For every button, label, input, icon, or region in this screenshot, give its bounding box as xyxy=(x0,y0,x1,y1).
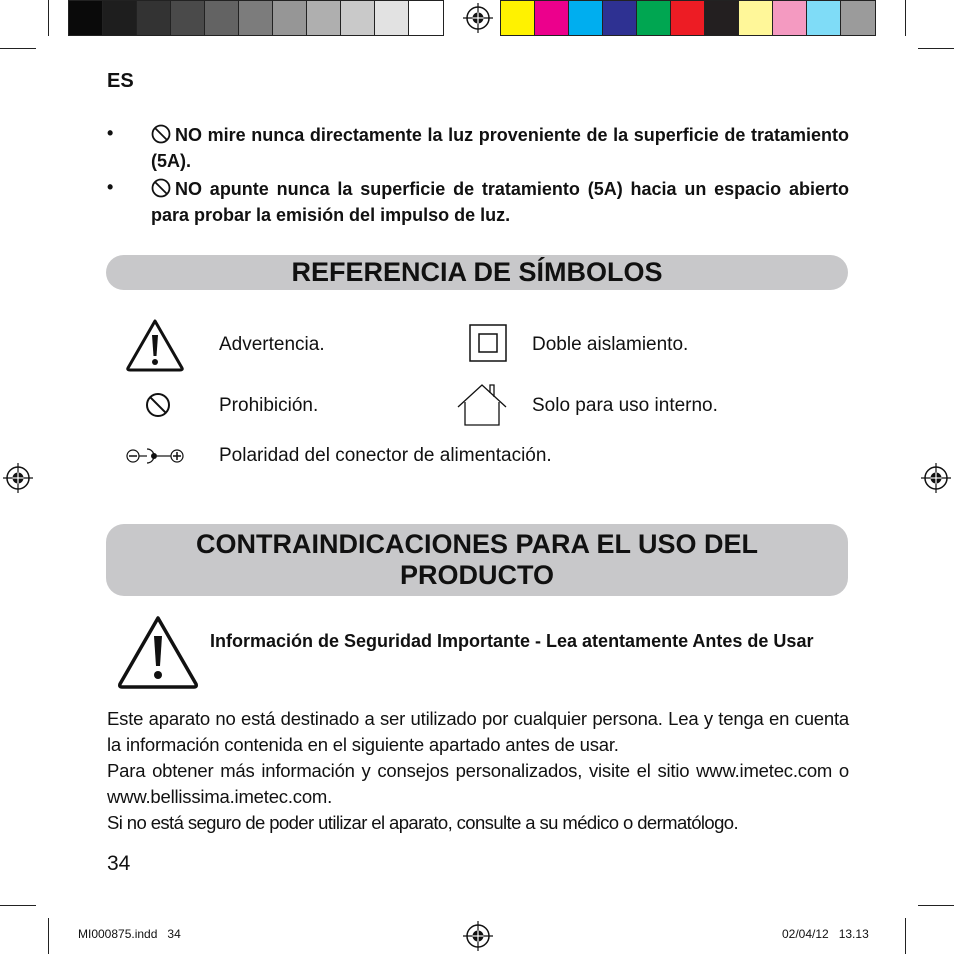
paragraph: Este aparato no está destinado a ser utilizado por cualquier persona. Lea y tenga en cuenta la información contenida en el siguiente apartado antes de usar. xyxy=(107,708,849,755)
crop-mark xyxy=(918,48,954,49)
registration-mark-icon xyxy=(3,463,33,493)
bullet-marker: • xyxy=(107,177,114,197)
section-title: REFERENCIA DE SÍMBOLOS xyxy=(291,257,663,287)
color-swatch xyxy=(637,1,671,35)
color-swatch xyxy=(103,1,137,35)
grayscale-color-bar xyxy=(68,0,444,36)
warning-bullet-1 xyxy=(151,122,849,174)
crop-mark xyxy=(0,905,36,906)
warning-triangle-icon xyxy=(116,614,200,690)
bullet-marker: • xyxy=(107,123,114,143)
registration-mark-icon xyxy=(463,921,493,951)
section-title-line: CONTRAINDICACIONES PARA EL USO DEL xyxy=(195,529,759,559)
symbol-label-prohibition: Prohibición. xyxy=(219,395,319,416)
crop-mark xyxy=(918,905,954,906)
color-swatch xyxy=(205,1,239,35)
bullet-text: NO apunte nunca la superficie de tratamiento (5A) hacia un espacio abierto para probar la emisión del impulso de luz. xyxy=(151,179,849,225)
symbol-label-double-insulation: Doble aislamiento. xyxy=(532,334,689,355)
color-swatch xyxy=(501,1,535,35)
section-header-symbols xyxy=(106,255,848,290)
prohibition-icon xyxy=(145,392,171,418)
color-swatch xyxy=(375,1,409,35)
safety-heading: Información de Seguridad Importante - Lea atentamente Antes de Usar xyxy=(210,631,814,651)
symbol-label-warning: Advertencia. xyxy=(219,334,325,355)
crop-mark xyxy=(48,0,49,36)
crop-mark xyxy=(905,918,906,954)
registration-mark-icon xyxy=(921,463,951,493)
prohibition-icon xyxy=(151,178,171,198)
color-swatch xyxy=(773,1,807,35)
crop-mark xyxy=(48,918,49,954)
indoor-use-house-icon xyxy=(456,383,508,427)
crop-mark xyxy=(0,48,36,49)
color-swatch xyxy=(307,1,341,35)
color-swatch xyxy=(239,1,273,35)
color-swatch xyxy=(841,1,875,35)
polarity-icon xyxy=(125,446,187,466)
page-number: 34 xyxy=(107,852,131,875)
footer-date: 02/04/12 13.13 xyxy=(782,927,869,941)
color-swatch xyxy=(603,1,637,35)
color-swatch xyxy=(273,1,307,35)
color-swatch xyxy=(739,1,773,35)
color-swatch xyxy=(137,1,171,35)
warning-triangle-icon xyxy=(125,318,185,372)
section-title-line: PRODUCTO xyxy=(399,560,554,590)
color-swatch xyxy=(409,1,443,35)
double-insulation-icon xyxy=(469,324,507,362)
color-swatch xyxy=(341,1,375,35)
process-color-bar xyxy=(500,0,876,36)
language-code: ES xyxy=(107,70,134,92)
footer-filename: MI000875.indd 34 xyxy=(78,927,181,941)
registration-mark-icon xyxy=(463,3,493,33)
prohibition-icon xyxy=(151,124,171,144)
bullet-text: NO mire nunca directamente la luz proveniente de la superficie de tratamiento (5A). xyxy=(151,125,849,171)
color-swatch xyxy=(171,1,205,35)
crop-mark xyxy=(905,0,906,36)
color-swatch xyxy=(807,1,841,35)
symbol-label-polarity: Polaridad del conector de alimentación. xyxy=(219,445,552,466)
section-header-contraindications xyxy=(106,524,848,596)
color-swatch xyxy=(705,1,739,35)
symbol-label-indoor-use: Solo para uso interno. xyxy=(532,395,718,416)
color-swatch xyxy=(671,1,705,35)
color-swatch xyxy=(535,1,569,35)
paragraph: Si no está seguro de poder utilizar el aparato, consulte a su médico o dermatólogo. xyxy=(107,812,738,833)
warning-bullet-2 xyxy=(151,176,849,228)
paragraph: Para obtener más información y consejos personalizados, visite el sitio www.imetec.com o www.bellissima.imetec.com. xyxy=(107,760,849,807)
color-swatch xyxy=(69,1,103,35)
color-swatch xyxy=(569,1,603,35)
